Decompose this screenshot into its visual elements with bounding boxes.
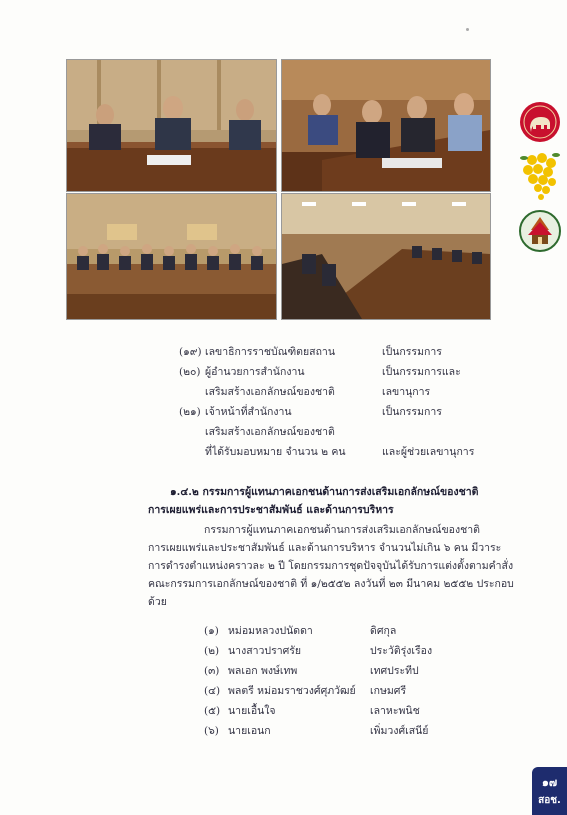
page-label: สอช. (538, 795, 561, 806)
private-member-num: (๒) (204, 645, 220, 657)
private-member-name: นายเอนก (228, 725, 271, 737)
paragraph-line3: การดำรงตำแหน่งคราวละ ๒ ปี โดยกรรมการชุดปัจจุบันได้รับการแต่งตั้งตามคำสั่ง (148, 560, 514, 572)
member-21-num: (๒๑) (179, 406, 201, 418)
member-20-role: เป็นกรรมการและ (382, 366, 461, 378)
meeting-photo-4 (281, 193, 491, 320)
meeting-photo-1 (66, 59, 277, 192)
private-member-surname: เกษมศรี (370, 685, 407, 697)
section-heading-line1: ๑.๔.๒ กรรมการผู้แทนภาคเอกชนด้านการส่งเสริมเอกลักษณ์ของชาติ (170, 486, 479, 498)
private-member-surname: เทศประทีป (370, 665, 419, 677)
section-heading-line2: การเผยแพร่และการประชาสัมพันธ์ และด้านการบริหาร (148, 504, 394, 516)
paragraph-line1: กรรมการผู้แทนภาคเอกชนด้านการส่งเสริมเอกลักษณ์ของชาติ (204, 524, 480, 536)
private-member-num: (๑) (204, 625, 219, 637)
private-member-surname: ประวัติรุ่งเรือง (370, 645, 433, 657)
member-21-role-cont: และผู้ช่วยเลขานุการ (382, 446, 475, 458)
private-member-surname: ดิศกุล (370, 625, 397, 637)
thai-pavilion-emblem-icon (519, 210, 561, 252)
paragraph-line2: การเผยแพร่และประชาสัมพันธ์ และด้านการบริหาร จำนวนไม่เกิน ๖ คน มีวาระ (148, 542, 502, 554)
private-member-name: นางสาวปราศรัย (228, 645, 302, 657)
member-21-name-cont: เสริมสร้างเอกลักษณ์ของชาติ (205, 426, 335, 438)
member-21-name: เจ้าหน้าที่สำนักงาน (205, 406, 292, 418)
member-20-name: ผู้อำนวยการสำนักงาน (205, 366, 305, 378)
private-member-num: (๔) (204, 685, 221, 697)
private-member-num: (๖) (204, 725, 219, 737)
private-member-num: (๕) (204, 705, 221, 717)
member-21-name-cont2: ที่ได้รับมอบหมาย จำนวน ๒ คน (205, 446, 346, 458)
meeting-photo-3 (66, 193, 277, 320)
meeting-photo-2 (281, 59, 491, 192)
member-20-num: (๒๐) (179, 366, 201, 378)
paragraph-line4: คณะกรรมการเอกลักษณ์ของชาติ ที่ ๑/๒๕๕๒ ลงวันที่ ๒๓ มีนาคม ๒๕๕๒ ประกอบ (148, 578, 514, 590)
paragraph-line5: ด้วย (148, 596, 167, 608)
private-member-surname: เลาหะพนิช (370, 705, 420, 717)
golden-shower-flower-icon (518, 150, 562, 204)
private-member-name: นายเอื้นใจ (228, 705, 276, 717)
elephant-emblem-icon (519, 101, 561, 143)
page-number-tab (532, 767, 567, 815)
member-20-name-cont: เสริมสร้างเอกลักษณ์ของชาติ (205, 386, 335, 398)
member-19-num: (๑๙) (179, 346, 202, 358)
member-20-role-cont: เลขานุการ (382, 386, 431, 398)
private-member-surname: เพิ่มวงศ์เสนีย์ (370, 725, 429, 737)
member-19-name: เลขาธิการราชบัณฑิตยสถาน (205, 346, 335, 358)
page-number: ๑๗ (541, 776, 558, 789)
member-21-role: เป็นกรรมการ (382, 406, 442, 418)
private-member-name: พลตรี หม่อมราชวงศ์ศุภวัฒย์ (228, 685, 356, 697)
private-member-name: พลเอก พงษ์เทพ (228, 665, 298, 677)
private-member-name: หม่อมหลวงปนัดดา (228, 625, 313, 637)
member-19-role: เป็นกรรมการ (382, 346, 442, 358)
page-dot (466, 28, 469, 31)
private-member-num: (๓) (204, 665, 220, 677)
